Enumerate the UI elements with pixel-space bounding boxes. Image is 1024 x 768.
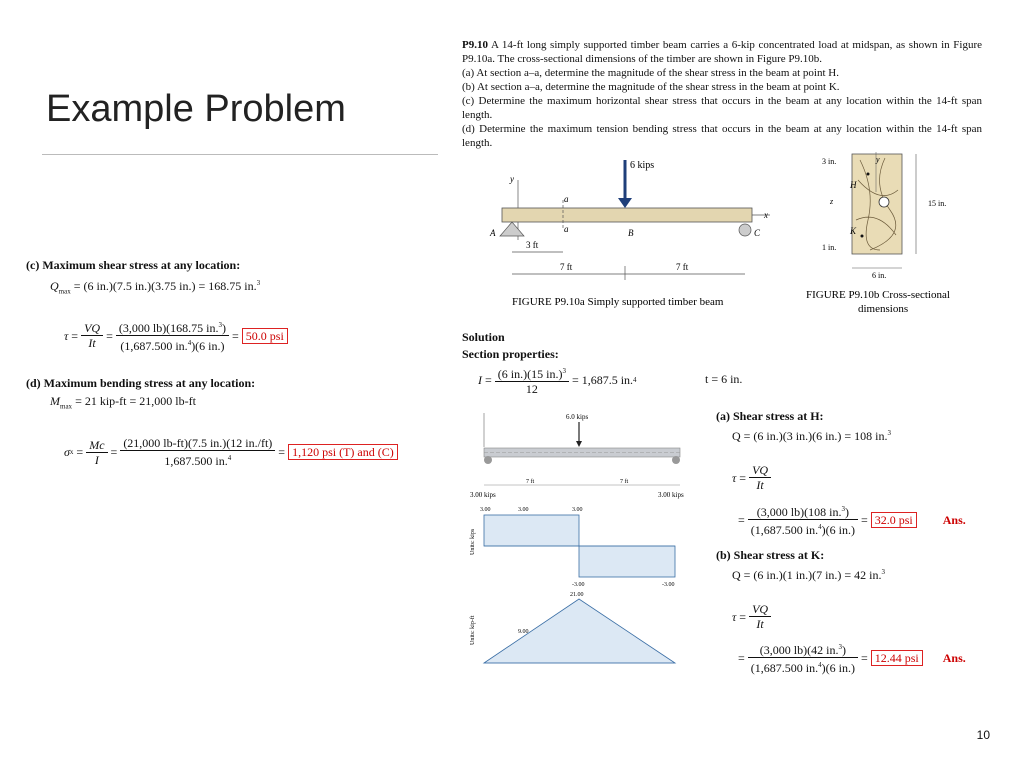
part-b-heading: (b) Shear stress at K: [716, 548, 825, 562]
part-d-sigma: σ x = $\frac{Mc}{I}$ = $\frac{(21,000 lb-ft)(7.5 in.)(12 in./ft)}{1,687.500 in.^4}$ = 1,120 psi (T) and (C) [64, 436, 398, 468]
page-title: Example Problem [46, 88, 346, 130]
support-left [500, 222, 524, 236]
label-a-bottom: a [564, 224, 569, 234]
part-b-ans-label: Ans. [942, 650, 966, 665]
dim-3in: 3 in. [822, 157, 837, 166]
part-c-tau: τ = $\frac{VQ}{It}$ = $\frac{(3,000 lb)(168.75 in.^3)}{(1,687.500 in.^4)(6 in.)}$ = 50.0 psi [64, 318, 288, 353]
problem-part-d: (d) Determine the maximum tension bending stress that occurs in the beam at any location within the 14-ft span length. [462, 123, 982, 149]
dim-1in: 1 in. [822, 243, 837, 252]
part-a-tau-def: τ = $\frac{VQ}{It}$ [732, 463, 771, 492]
part-a-Q: Q = (6 in.)(3 in.)(6 in.) = 108 in.$^3$ [732, 429, 892, 443]
label-B: B [628, 228, 634, 238]
problem-part-a: (a) At section a–a, determine the magnitude of the shear stress in the beam at point H. [462, 67, 839, 79]
label-K: K [850, 226, 857, 236]
diagram-load-label: 6.0 kips [566, 413, 589, 421]
figure-b-caption-2: dimensions [858, 303, 909, 315]
figure-beam [478, 150, 788, 315]
problem-text: A 14-ft long simply supported timber beam carries a 6-kip concentrated load at midspan, as shown in Figure P9.10a. The cross-sectional dimensions of the timber are shown in Figure P9.10b. [462, 39, 982, 65]
solution-heading: Solution [462, 330, 505, 344]
part-b-Q: Q = (6 in.)(1 in.)(7 in.) = 42 in.$^3$ [732, 568, 886, 582]
label-y: y [510, 174, 514, 184]
dim-7ft-right: 7 ft [676, 262, 689, 272]
m-label-max: 21.00 [570, 592, 584, 598]
reaction-right: 3.00 kips [658, 491, 684, 499]
figure-a-caption: FIGURE P9.10a Simply supported timber beam [512, 296, 724, 308]
centroid-marker [879, 197, 889, 207]
v-label-1: 3.00 [480, 507, 491, 513]
timber-section [852, 154, 902, 254]
v-label-neg-2: -3.00 [662, 582, 675, 588]
figure-b-caption-1: FIGURE P9.10b Cross-sectional [806, 289, 950, 301]
m-label-9: 9.00 [518, 629, 529, 635]
label-z: z [830, 197, 834, 206]
problem-statement [462, 38, 982, 150]
dim-3ft-label: 3 ft [526, 240, 539, 250]
v-label-neg-1: -3.00 [572, 582, 585, 588]
diagram-span-left: 7 ft [526, 479, 535, 485]
shear-negative [579, 546, 675, 577]
part-c-heading: (c) Maximum shear stress at any location: [26, 258, 241, 272]
part-a-heading: (a) Shear stress at H: [716, 409, 824, 423]
part-a-answer: 32.0 psi [871, 512, 917, 528]
v-axis-label: Units: kips [470, 528, 476, 555]
label-H: H [850, 180, 857, 190]
part-c-answer: 50.0 psi [242, 328, 288, 344]
shear-positive [484, 515, 579, 546]
label-x: x [764, 210, 768, 220]
part-b-tau-calc: = $\frac{(3,000 lb)(42 in.^3)}{(1,687.500 in.^4)(6 in.)}$ = 12.44 psi Ans. [738, 640, 966, 675]
part-d-heading: (d) Maximum bending stress at any location: [26, 376, 256, 390]
part-c-Q: $Q_{max} = (6$ in.)(7.5 in.)(3.75 in.) = 168.75 in.$^3$ [50, 279, 261, 296]
figure-cross-section [800, 150, 990, 320]
problem-id: P9.10 [462, 39, 488, 51]
page-number: 10 [976, 728, 990, 742]
label-y-b: y [876, 155, 880, 164]
section-props-heading: Section properties: [462, 347, 559, 361]
I-numerator: (6 in.)(15 in.) [497, 367, 563, 381]
beam [502, 208, 752, 222]
part-a-tau-calc: = $\frac{(3,000 lb)(108 in.^3)}{(1,687.500 in.^4)(6 in.)}$ = 32.0 psi Ans. [738, 502, 966, 537]
dim-15in: 15 in. [928, 199, 947, 208]
I-denominator: 12 [525, 382, 538, 396]
diagram-support-right [672, 456, 680, 464]
thickness: t = 6 in. [705, 372, 743, 386]
title-divider [42, 154, 438, 155]
dim-6in: 6 in. [872, 271, 887, 280]
dim-7ft-left: 7 ft [560, 262, 573, 272]
shear-moment-diagram [462, 405, 702, 670]
label-A: A [490, 228, 496, 238]
part-a-ans-label: Ans. [942, 512, 966, 527]
support-right [739, 224, 751, 236]
moment-diagram [484, 599, 675, 663]
problem-part-c: (c) Determine the maximum horizontal shear stress that occurs in the beam at any location within the 14-ft span length. [462, 95, 982, 121]
part-b-answer: 12.44 psi [871, 650, 923, 666]
moment-of-inertia: I = $\frac{(6 in.)(15 in.)^3}{12}$ = 1,687.5 in. 4 [478, 364, 637, 396]
part-d-M: $M_{max} = 21$ kip-ft = 21,000 lb-ft [50, 394, 196, 411]
label-C: C [754, 228, 761, 238]
reaction-left: 3.00 kips [470, 491, 496, 499]
load-label: 6 kips [630, 160, 655, 171]
problem-part-b: (b) At section a–a, determine the magnitude of the shear stress in the beam at point K. [462, 81, 840, 93]
diagram-span-right: 7 ft [620, 479, 629, 485]
label-a-top: a [564, 194, 569, 204]
part-b-tau-def: τ = $\frac{VQ}{It}$ [732, 602, 771, 631]
v-label-2: 3.00 [518, 507, 529, 513]
diagram-support-left [484, 456, 492, 464]
m-axis-label: Units: kip-ft [470, 615, 476, 645]
load-arrowhead [618, 198, 632, 208]
I-result: = 1,687.5 in. [571, 373, 634, 387]
v-label-3: 3.00 [572, 507, 583, 513]
part-d-answer: 1,120 psi (T) and (C) [288, 444, 398, 460]
